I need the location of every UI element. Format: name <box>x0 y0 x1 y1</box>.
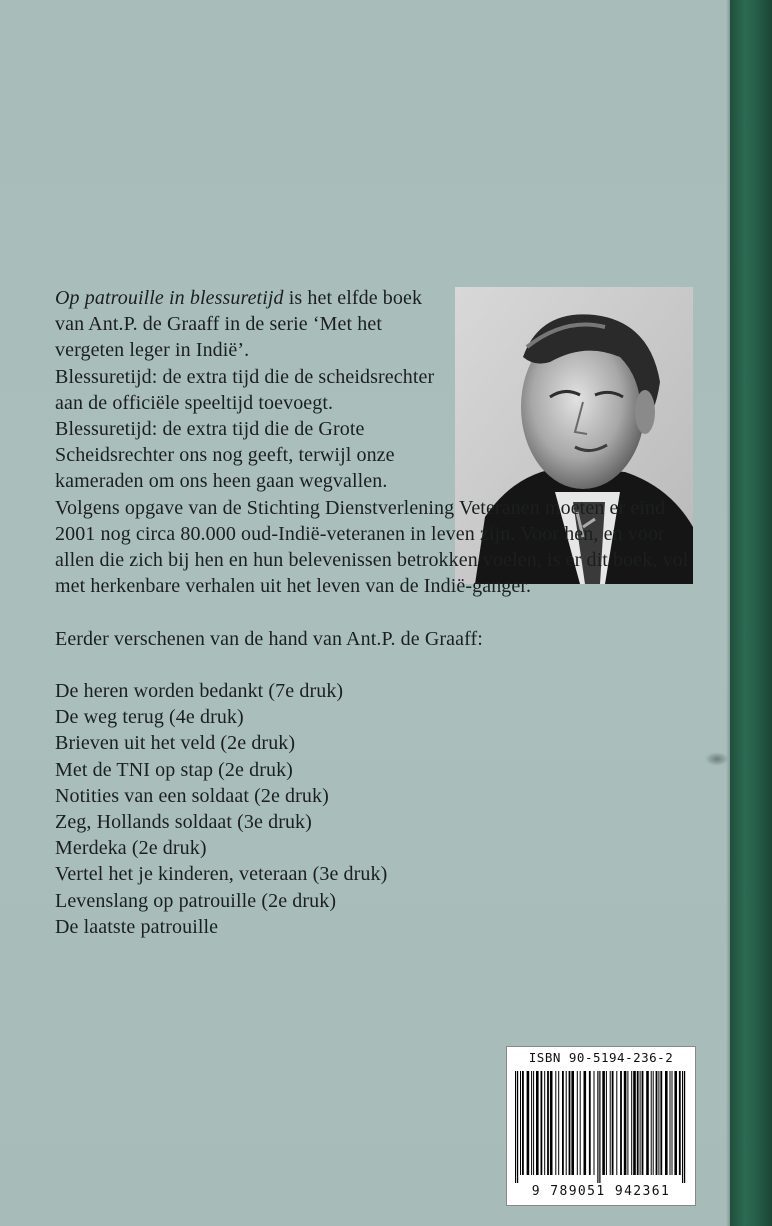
barcode-bar <box>520 1071 521 1175</box>
barcode-bar <box>627 1071 628 1175</box>
barcode-bar <box>541 1071 543 1175</box>
definition-1: Blessuretijd: de extra tijd die de scheidsrechter aan de officiële speeltijd toevoegt. <box>55 365 435 414</box>
barcode-guard-bar <box>599 1071 600 1183</box>
spacer-1 <box>55 599 705 625</box>
barcode-bar <box>555 1071 556 1175</box>
stichting-text: Volgens opgave van de Stichting Dienstverlening Veteranen moeten er eind 2001 nog circa 80.000 oud-Indië-veteranen in leven zijn. Voor hen, en voor allen die zich bij hen en hun belevenissen betrokken voelen, is er dit boek, vol met herkenbare verhalen uit het leven van de Indië-ganger. <box>55 496 689 598</box>
barcode-bar <box>670 1071 671 1175</box>
barcode-bar <box>665 1071 668 1175</box>
book-item: De heren worden bedankt (7e druk) <box>55 680 344 703</box>
barcode-guard-bar <box>515 1071 516 1183</box>
back-cover-text <box>55 285 705 940</box>
barcode-bar <box>527 1071 530 1175</box>
spacer-2 <box>55 652 705 678</box>
barcode-bar <box>620 1071 622 1175</box>
barcode-bar <box>640 1071 641 1175</box>
barcode-bar <box>536 1071 539 1175</box>
barcode-bar <box>547 1071 549 1175</box>
barcode-bar <box>672 1071 673 1175</box>
barcode-bar <box>633 1071 636 1175</box>
barcode-bar <box>646 1071 649 1175</box>
barcode-bar <box>562 1071 564 1175</box>
barcode-bar <box>550 1071 553 1175</box>
stichting-paragraph <box>55 495 705 600</box>
barcode-bar <box>642 1071 644 1175</box>
barcode-bar <box>653 1071 654 1175</box>
barcode-bar <box>624 1071 627 1175</box>
book-item: De weg terug (4e druk) <box>55 706 244 729</box>
barcode-bar <box>580 1071 581 1175</box>
book-item: Levenslang op patrouille (2e druk) <box>55 889 337 912</box>
barcode-guard-bar <box>517 1071 518 1183</box>
barcode-bars <box>515 1071 687 1183</box>
barcode-bar <box>602 1071 605 1175</box>
ean-digits: 9 789051 942361 <box>531 1184 671 1199</box>
barcode-bar <box>637 1071 639 1175</box>
book-title: Op patrouille in blessuretijd <box>55 287 284 309</box>
barcode-guard-bar <box>684 1071 685 1183</box>
barcode-guard-bar <box>597 1071 598 1183</box>
barcode-bar <box>522 1071 524 1175</box>
barcode-bar <box>610 1071 611 1175</box>
barcode-bar <box>612 1071 614 1175</box>
barcode-guard-bar <box>682 1071 683 1183</box>
definition-2: Blessuretijd: de extra tijd die de Grote Scheidsrechter ons nog geeft, terwijl onze kameraden om ons heen gaan wegvallen. <box>55 418 395 493</box>
book-item: De laatste patrouille <box>55 915 219 938</box>
book-list <box>55 678 705 940</box>
barcode-bar <box>584 1071 587 1175</box>
barcode-bar <box>594 1071 595 1175</box>
barcode-bar <box>631 1071 632 1175</box>
barcode-bar <box>569 1071 571 1175</box>
book-item: Merdeka (2e druk) <box>55 837 207 860</box>
book-item: Met de TNI op stap (2e druk) <box>55 758 293 781</box>
barcode-bar <box>616 1071 617 1175</box>
barcode-bar <box>660 1071 662 1175</box>
intro-block <box>55 285 440 495</box>
barcode-bar <box>651 1071 652 1175</box>
barcode-label <box>506 1046 696 1206</box>
barcode-bar <box>606 1071 607 1175</box>
barcode-bar <box>589 1071 591 1175</box>
barcode-bar <box>679 1071 681 1175</box>
barcode-bar <box>656 1071 658 1175</box>
intro-paragraph <box>55 285 440 364</box>
barcode-bar <box>566 1071 567 1175</box>
book-item: Zeg, Hollands soldaat (3e druk) <box>55 811 312 834</box>
isbn-text: ISBN 90-5194-236-2 <box>528 1050 674 1065</box>
barcode-bar <box>577 1071 578 1175</box>
barcode-bar <box>531 1071 532 1175</box>
book-item: Notities van een soldaat (2e druk) <box>55 784 329 807</box>
book-item: Brieven uit het veld (2e druk) <box>55 732 296 755</box>
cover-smudge <box>705 752 729 766</box>
barcode-bar <box>544 1071 545 1175</box>
barcode-bar <box>658 1071 659 1175</box>
barcode-bar <box>533 1071 534 1175</box>
barcode-bar <box>558 1071 559 1175</box>
book-spine <box>730 0 772 1226</box>
barcode-bar <box>571 1071 574 1175</box>
intro-rest: is het elfde boek van Ant.P. de Graaff in de serie ‘Met het vergeten leger in Indië’. <box>55 287 423 362</box>
earlier-heading: Eerder verschenen van de hand van Ant.P. de Graaff: <box>55 627 483 650</box>
book-item: Vertel het je kinderen, veteraan (3e druk) <box>55 863 388 886</box>
barcode-bar <box>674 1071 677 1175</box>
